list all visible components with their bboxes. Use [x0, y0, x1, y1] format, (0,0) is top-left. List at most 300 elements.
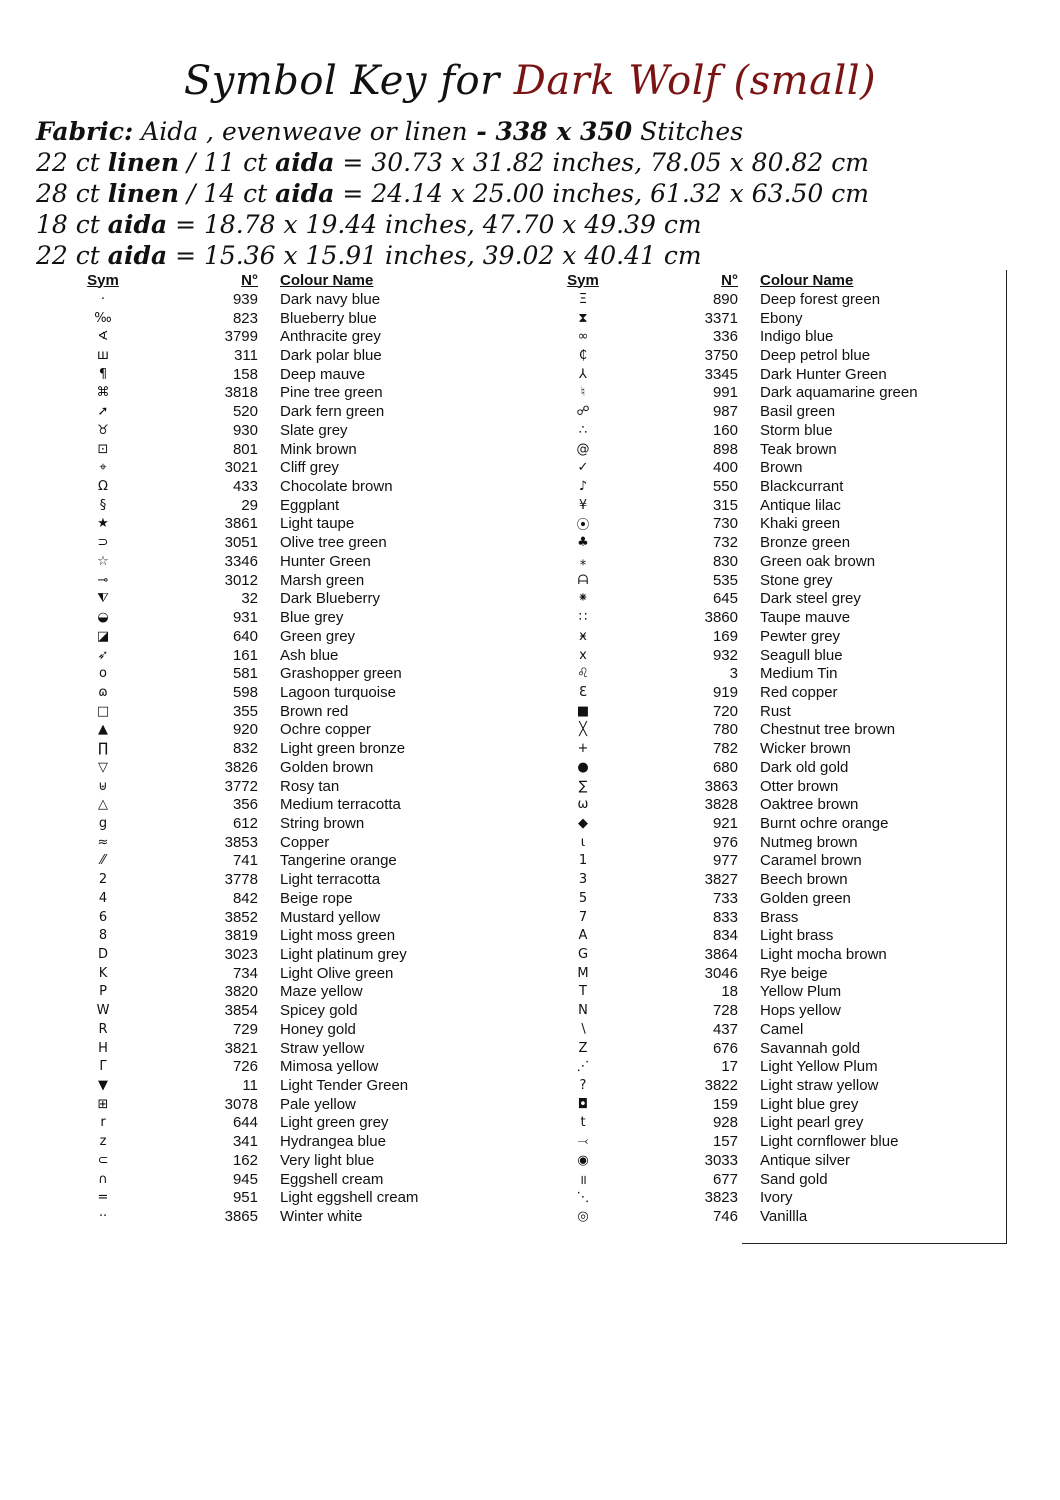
- colour-name-cell: Indigo blue: [760, 328, 834, 346]
- table-row: [60, 346, 490, 365]
- table-row: [540, 889, 970, 908]
- table-row: [540, 1076, 970, 1095]
- number-cell: 612: [232, 814, 258, 832]
- size-line: 18 ct aida = 18.78 x 19.44 inches, 47.70 x 49.39 cm: [36, 210, 702, 239]
- table-row: [60, 664, 490, 683]
- colour-name-cell: Caramel brown: [760, 852, 862, 870]
- number-cell: 832: [232, 740, 258, 758]
- number-cell: 160: [712, 421, 738, 439]
- table-row: [540, 702, 970, 721]
- colour-name-cell: Ivory: [760, 1189, 793, 1207]
- number-cell: 640: [232, 627, 258, 645]
- header-num: N°: [241, 271, 258, 289]
- symbol-cell: ₵: [578, 348, 588, 364]
- colour-name-cell: Light terracotta: [280, 871, 381, 889]
- colour-name-cell: Copper: [280, 833, 330, 851]
- number-cell: 356: [232, 796, 258, 814]
- number-cell: 3864: [704, 946, 738, 964]
- number-cell: 598: [232, 683, 258, 701]
- table-row: [60, 290, 490, 309]
- colour-name-cell: Khaki green: [760, 515, 841, 533]
- symbol-cell: ∢: [97, 329, 109, 345]
- number-cell: 32: [241, 590, 258, 608]
- number-cell: 780: [712, 721, 738, 739]
- symbol-cell: ∩: [98, 1171, 108, 1187]
- table-row: [540, 964, 970, 983]
- table-header: [540, 270, 970, 290]
- symbol-cell: R: [98, 1021, 108, 1037]
- number-cell: 823: [232, 309, 258, 327]
- colour-name-cell: Pewter grey: [760, 627, 841, 645]
- colour-name-cell: Ebony: [760, 309, 803, 327]
- table-row: [60, 496, 490, 515]
- number-cell: 157: [712, 1133, 738, 1151]
- symbol-cell: ◉: [577, 1152, 589, 1168]
- colour-name-cell: Light moss green: [280, 927, 396, 945]
- colour-name-cell: Light pearl grey: [760, 1114, 864, 1132]
- number-cell: 834: [712, 927, 738, 945]
- symbol-cell: ◒: [97, 610, 109, 626]
- table-row: [60, 327, 490, 346]
- colour-name-cell: Deep mauve: [280, 365, 366, 383]
- table-row: [60, 964, 490, 983]
- table-row: [540, 1001, 970, 1020]
- symbol-cell: ॥: [579, 1173, 587, 1189]
- symbol-table-right: [540, 270, 970, 1226]
- colour-name-cell: Bronze green: [760, 534, 851, 552]
- colour-name-cell: Pale yellow: [280, 1095, 356, 1113]
- table-row: [540, 440, 970, 459]
- table-row: [540, 683, 970, 702]
- number-cell: 3853: [224, 833, 258, 851]
- number-cell: 3820: [224, 983, 258, 1001]
- number-cell: 17: [721, 1058, 738, 1076]
- number-cell: 159: [712, 1095, 738, 1113]
- colour-name-cell: Sand gold: [760, 1170, 828, 1188]
- table-row: [60, 646, 490, 665]
- colour-name-cell: Dark Hunter Green: [760, 365, 887, 383]
- colour-name-cell: Olive tree green: [280, 534, 387, 552]
- table-row: [540, 608, 970, 627]
- symbol-cell: ɷ: [98, 684, 108, 700]
- colour-name-cell: Vanillla: [760, 1208, 808, 1226]
- symbol-cell: Ɛ: [579, 684, 587, 700]
- number-cell: 677: [712, 1170, 738, 1188]
- symbol-cell: ∖: [578, 1021, 588, 1037]
- table-row: [540, 327, 970, 346]
- colour-name-cell: Light Yellow Plum: [760, 1058, 878, 1076]
- symbol-cell: ‰: [94, 310, 112, 326]
- table-row: [60, 533, 490, 552]
- table-row: [540, 739, 970, 758]
- table-row: [540, 758, 970, 777]
- number-cell: 3371: [704, 309, 738, 327]
- colour-name-cell: Very light blue: [280, 1151, 375, 1169]
- table-row: [540, 1170, 970, 1189]
- symbol-cell: T: [579, 984, 587, 1000]
- symbol-cell: ∷: [578, 610, 588, 626]
- symbol-cell: ⊂: [97, 1152, 109, 1168]
- symbol-cell: 7: [578, 909, 588, 925]
- table-row: [540, 346, 970, 365]
- symbol-cell: 4: [98, 890, 108, 906]
- table-row: [60, 384, 490, 403]
- number-cell: 158: [232, 365, 258, 383]
- symbol-cell: ╳: [579, 722, 587, 738]
- colour-name-cell: String brown: [280, 814, 365, 832]
- symbol-cell: t: [580, 1115, 586, 1131]
- colour-name-cell: Medium terracotta: [280, 796, 401, 814]
- table-header: [60, 270, 490, 290]
- symbol-cell: ◘: [577, 1096, 589, 1112]
- symbol-cell: r: [100, 1115, 106, 1131]
- symbol-cell: o: [99, 666, 107, 682]
- table-row: [540, 496, 970, 515]
- symbol-cell: Z: [578, 1040, 588, 1056]
- number-cell: 728: [712, 1002, 738, 1020]
- table-row: [540, 870, 970, 889]
- header-name: Colour Name: [760, 271, 854, 289]
- table-row: [60, 590, 490, 609]
- number-cell: 3: [729, 665, 738, 683]
- fabric-types: Aida , evenweave or linen: [141, 117, 468, 146]
- colour-name-cell: Tangerine orange: [280, 852, 397, 870]
- symbol-cell: ⁄⁄: [100, 853, 106, 869]
- colour-name-cell: Beige rope: [280, 889, 353, 907]
- symbol-cell: M: [577, 965, 589, 981]
- colour-name-cell: Basil green: [760, 403, 836, 421]
- colour-name-cell: Light mocha brown: [760, 946, 887, 964]
- symbol-cell: ·: [100, 291, 106, 307]
- number-cell: 726: [232, 1058, 258, 1076]
- symbol-cell: ➶: [97, 647, 109, 663]
- table-row: [60, 721, 490, 740]
- number-cell: 3046: [704, 964, 738, 982]
- symbol-cell: ш: [97, 348, 109, 364]
- colour-name-cell: Storm blue: [760, 421, 833, 439]
- symbol-cell: 2: [98, 872, 108, 888]
- symbol-cell: ➚: [97, 404, 109, 420]
- colour-name-cell: Dark old gold: [760, 758, 849, 776]
- symbol-cell: △: [98, 797, 108, 813]
- table-row: [60, 814, 490, 833]
- symbol-cell: H: [98, 1040, 108, 1056]
- stitch-word: Stitches: [632, 117, 744, 146]
- table-row: [60, 758, 490, 777]
- number-cell: 801: [232, 440, 258, 458]
- symbol-cell: ⋱: [576, 1190, 590, 1206]
- table-row: [540, 664, 970, 683]
- symbol-cell: Ξ: [578, 291, 588, 307]
- header-num: N°: [721, 271, 738, 289]
- colour-name-cell: Hydrangea blue: [280, 1133, 386, 1151]
- table-row: [60, 739, 490, 758]
- symbol-cell: ♮: [580, 385, 586, 401]
- number-cell: 3023: [224, 946, 258, 964]
- table-row: [60, 777, 490, 796]
- table-row: [540, 1114, 970, 1133]
- symbol-cell: W: [96, 1003, 110, 1019]
- colour-name-cell: Brown: [760, 459, 803, 477]
- colour-name-cell: Mustard yellow: [280, 908, 381, 926]
- number-cell: 3346: [224, 552, 258, 570]
- symbol-cell: ⊸: [97, 572, 109, 588]
- colour-name-cell: Savannah gold: [760, 1039, 861, 1057]
- colour-name-cell: Taupe mauve: [760, 609, 851, 627]
- number-cell: 644: [232, 1114, 258, 1132]
- number-cell: 3827: [704, 871, 738, 889]
- table-row: [540, 402, 970, 421]
- number-cell: 3778: [224, 871, 258, 889]
- colour-name-cell: Oaktree brown: [760, 796, 859, 814]
- table-row: [540, 365, 970, 384]
- table-row: [60, 1057, 490, 1076]
- table-row: [540, 795, 970, 814]
- table-row: [60, 608, 490, 627]
- table-row: [60, 1151, 490, 1170]
- table-row: [540, 590, 970, 609]
- header-sym: Sym: [567, 271, 599, 289]
- table-row: [540, 721, 970, 740]
- number-cell: 11: [242, 1077, 258, 1095]
- symbol-cell: ∏: [98, 741, 108, 757]
- table-row: [540, 533, 970, 552]
- colour-name-cell: Green grey: [280, 627, 356, 645]
- colour-name-cell: Deep forest green: [760, 290, 881, 308]
- symbol-cell: ⧗: [578, 310, 588, 326]
- symbol-cell: ?: [579, 1078, 587, 1094]
- table-row: [60, 440, 490, 459]
- number-cell: 341: [232, 1133, 258, 1151]
- number-cell: 729: [232, 1020, 258, 1038]
- number-cell: 720: [712, 702, 738, 720]
- table-row: [540, 552, 970, 571]
- colour-name-cell: Eggplant: [280, 496, 340, 514]
- number-cell: 3345: [704, 365, 738, 383]
- colour-name-cell: Blue grey: [280, 609, 344, 627]
- number-cell: 3818: [224, 384, 258, 402]
- number-cell: 437: [712, 1020, 738, 1038]
- table-row: [60, 870, 490, 889]
- number-cell: 782: [712, 740, 738, 758]
- number-cell: 169: [712, 627, 738, 645]
- number-cell: 732: [712, 534, 738, 552]
- colour-name-cell: Light platinum grey: [280, 946, 407, 964]
- symbol-cell: A: [578, 928, 588, 944]
- symbol-cell: 5: [578, 890, 588, 906]
- symbol-cell: ⦿: [576, 518, 590, 534]
- symbol-cell: ■: [576, 703, 590, 719]
- title-prefix: Symbol Key for: [183, 58, 500, 104]
- colour-name-cell: Anthracite grey: [280, 328, 381, 346]
- number-cell: 18: [721, 983, 738, 1001]
- table-row: [60, 365, 490, 384]
- symbol-cell: x: [579, 647, 587, 663]
- number-cell: 3828: [704, 796, 738, 814]
- number-cell: 3021: [224, 459, 258, 477]
- symbol-cell: z: [99, 1134, 107, 1150]
- colour-name-cell: Nutmeg brown: [760, 833, 858, 851]
- number-cell: 3854: [224, 1002, 258, 1020]
- table-row: [60, 1039, 490, 1058]
- symbol-cell: ♣: [577, 535, 589, 551]
- number-cell: 29: [241, 496, 258, 514]
- table-row: [540, 384, 970, 403]
- colour-name-cell: Ash blue: [280, 646, 339, 664]
- number-cell: 581: [232, 665, 258, 683]
- table-row: [540, 1189, 970, 1208]
- number-cell: 898: [712, 440, 738, 458]
- colour-name-cell: Light Olive green: [280, 964, 394, 982]
- colour-name-cell: Grashopper green: [280, 665, 402, 683]
- size-line: 22 ct aida = 15.36 x 15.91 inches, 39.02 x 40.41 cm: [36, 241, 702, 270]
- symbol-cell: K: [98, 965, 108, 981]
- table-row: [60, 833, 490, 852]
- table-row: [60, 421, 490, 440]
- colour-name-cell: Light cornflower blue: [760, 1133, 899, 1151]
- colour-name-cell: Light blue grey: [760, 1095, 859, 1113]
- table-row: [60, 1132, 490, 1151]
- colour-name-cell: Light taupe: [280, 515, 355, 533]
- colour-name-cell: Mink brown: [280, 440, 357, 458]
- table-border-right: [1006, 270, 1007, 1244]
- table-row: [540, 515, 970, 534]
- number-cell: 890: [712, 290, 738, 308]
- number-cell: 311: [234, 347, 258, 365]
- colour-name-cell: Antique silver: [760, 1151, 851, 1169]
- table-row: [540, 983, 970, 1002]
- table-row: [60, 458, 490, 477]
- number-cell: 931: [232, 609, 258, 627]
- table-row: [60, 926, 490, 945]
- number-cell: 3078: [224, 1095, 258, 1113]
- number-cell: 3865: [224, 1208, 258, 1226]
- symbol-cell: ♉: [97, 422, 109, 438]
- number-cell: 830: [712, 552, 738, 570]
- symbol-cell: ●: [577, 759, 589, 775]
- number-cell: 535: [712, 571, 738, 589]
- colour-name-cell: Burnt ochre orange: [760, 814, 889, 832]
- number-cell: 977: [712, 852, 738, 870]
- number-cell: 951: [232, 1189, 258, 1207]
- table-row: [60, 477, 490, 496]
- number-cell: 928: [712, 1114, 738, 1132]
- symbol-cell: ✓: [577, 460, 589, 476]
- symbol-cell: ⊎: [98, 778, 108, 794]
- table-row: [540, 926, 970, 945]
- number-cell: 550: [712, 478, 738, 496]
- number-cell: 3012: [224, 571, 258, 589]
- table-border-bottom: [742, 1243, 1007, 1244]
- symbol-cell: ¶: [98, 366, 108, 382]
- table-row: [60, 571, 490, 590]
- colour-name-cell: Light eggshell cream: [280, 1189, 419, 1207]
- colour-name-cell: Spicey gold: [280, 1002, 358, 1020]
- number-cell: 930: [232, 421, 258, 439]
- symbol-cell: 8: [98, 928, 108, 944]
- colour-name-cell: Cliff grey: [280, 459, 339, 477]
- fabric-info: [36, 116, 869, 271]
- number-cell: 3819: [224, 927, 258, 945]
- colour-name-cell: Yellow Plum: [760, 983, 842, 1001]
- table-row: [60, 1114, 490, 1133]
- symbol-cell: ⁎: [579, 553, 587, 569]
- colour-name-cell: Pine tree green: [280, 384, 383, 402]
- colour-name-cell: Light green grey: [280, 1114, 389, 1132]
- symbol-cell: ӿ: [579, 628, 587, 644]
- number-cell: 730: [712, 515, 738, 533]
- colour-name-cell: Chocolate brown: [280, 478, 393, 496]
- table-row: [540, 945, 970, 964]
- table-row: [60, 1170, 490, 1189]
- colour-name-cell: Medium Tin: [760, 665, 838, 683]
- header-sym: Sym: [87, 271, 119, 289]
- colour-name-cell: Lagoon turquoise: [280, 683, 396, 701]
- symbol-cell: Ω: [98, 479, 108, 495]
- colour-name-cell: Hops yellow: [760, 1002, 841, 1020]
- number-cell: 3051: [224, 534, 258, 552]
- colour-name-cell: Eggshell cream: [280, 1170, 384, 1188]
- number-cell: 741: [232, 852, 258, 870]
- table-row: [540, 421, 970, 440]
- symbol-cell: 3: [578, 872, 588, 888]
- number-cell: 976: [712, 833, 738, 851]
- number-cell: 746: [712, 1208, 738, 1226]
- symbol-cell: +: [577, 741, 589, 757]
- colour-name-cell: Straw yellow: [280, 1039, 365, 1057]
- colour-name-cell: Otter brown: [760, 777, 839, 795]
- symbol-cell: ◆: [578, 815, 588, 831]
- colour-name-cell: Camel: [760, 1020, 804, 1038]
- number-cell: 3750: [704, 347, 738, 365]
- table-row: [60, 1207, 490, 1226]
- symbol-cell: ⋰: [576, 1059, 590, 1075]
- number-cell: 733: [712, 889, 738, 907]
- table-row: [540, 908, 970, 927]
- table-row: [540, 571, 970, 590]
- table-row: [540, 814, 970, 833]
- symbol-cell: ⊞: [97, 1096, 109, 1112]
- symbol-cell: ⅄: [579, 366, 587, 382]
- table-row: [60, 402, 490, 421]
- symbol-cell: ⧨: [97, 591, 109, 607]
- symbol-cell: ♌: [577, 666, 589, 682]
- symbol-cell: ∴: [578, 422, 588, 438]
- symbol-cell: ᗩ: [577, 572, 589, 588]
- size-line: 28 ct linen / 14 ct aida = 24.14 x 25.00 inches, 61.32 x 63.50 cm: [36, 179, 869, 208]
- colour-name-cell: Ochre copper: [280, 721, 371, 739]
- number-cell: 919: [712, 683, 738, 701]
- table-row: [60, 1020, 490, 1039]
- colour-name-cell: Hunter Green: [280, 552, 371, 570]
- number-cell: 315: [712, 496, 738, 514]
- number-cell: 921: [712, 814, 738, 832]
- number-cell: 162: [232, 1151, 258, 1169]
- symbol-cell: G: [577, 947, 589, 963]
- symbol-cell: Γ: [99, 1059, 107, 1075]
- table-row: [60, 309, 490, 328]
- table-row: [60, 983, 490, 1002]
- colour-name-cell: Light brass: [760, 927, 834, 945]
- colour-name-cell: Golden brown: [280, 758, 374, 776]
- table-row: [540, 1095, 970, 1114]
- stitch-count: 338 x 350: [495, 117, 633, 146]
- symbol-cell: ♪: [578, 479, 588, 495]
- colour-name-cell: Wicker brown: [760, 740, 851, 758]
- number-cell: 3852: [224, 908, 258, 926]
- colour-name-cell: Light green bronze: [280, 740, 406, 758]
- symbol-table-left: [60, 270, 490, 1226]
